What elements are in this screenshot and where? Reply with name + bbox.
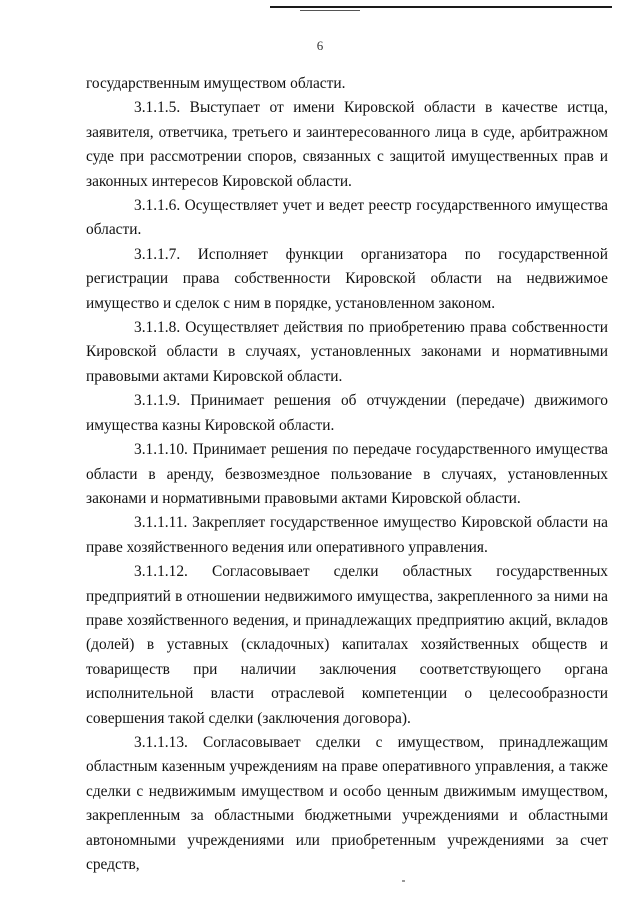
paragraph-3-1-1-11: 3.1.1.11. Закрепляет государственное имущество Кировской области на праве хозяйственного ведения или оперативного управления.: [86, 514, 608, 556]
document-body: [86, 72, 608, 877]
paragraph-3-1-1-9: 3.1.1.9. Принимает решения об отчуждении (передаче) движимого имущества казны Кировской области.: [86, 392, 608, 434]
paragraph-3-1-1-13: 3.1.1.13. Согласовывает сделки с имуществом, принадлежащим областным казенным учреждениям на праве оперативного управления, а также сделки с недвижимым имуществом и особо ценным движимым имуществом, закрепленным за областными бюджетными учреждениями и областными автономными учреждениями или приобретенным учреждениями за счет средств,: [86, 733, 608, 873]
page-number: 6: [316, 38, 324, 53]
paragraph-3-1-1-12: 3.1.1.12. Согласовывает сделки областных государственных предприятий в отношении недвижимого имущества, закрепленного за ними на праве хозяйственного ведения, и принадлежащих предприятию акций, вкладов (долей) в уставных (складочных) капиталах хозяйственных обществ и товариществ при наличии заключения соответствующего органа исполнительной власти отраслевой компетенции о целесообразности совершения такой сделки (заключения договора).: [86, 563, 608, 727]
scan-speck: [402, 880, 405, 882]
paragraph-3-1-1-8: 3.1.1.8. Осуществляет действия по приобретению права собственности Кировской области в случаях, установленных законами и нормативными правовыми актами Кировской области.: [86, 319, 608, 385]
paragraph-3-1-1-7: 3.1.1.7. Исполняет функции организатора по государственной регистрации права собственности Кировской области на недвижимое имущество и сделок с ним в порядке, установленном законом.: [86, 245, 608, 312]
paragraph-3-1-1-10: 3.1.1.10. Принимает решения по передаче государственного имущества области в аренду, безвозмездное пользование в случаях, установленных законами и нормативными правовыми актами Кировской области.: [86, 441, 608, 507]
header-rule-thin: [300, 10, 360, 11]
paragraph-3-1-1-5: 3.1.1.5. Выступает от имени Кировской области в качестве истца, заявителя, ответчика, третьего и заинтересованного лица в суде, арбитражном суде при рассмотрении споров, связанных с защитой имущественных прав и законных интересов Кировской области.: [86, 99, 608, 190]
paragraph-3-1-1-6: 3.1.1.6. Осуществляет учет и ведет реестр государственного имущества области.: [86, 197, 608, 239]
header-rule: [270, 6, 612, 8]
paragraph-continuation: государственным имуществом области.: [86, 75, 346, 92]
